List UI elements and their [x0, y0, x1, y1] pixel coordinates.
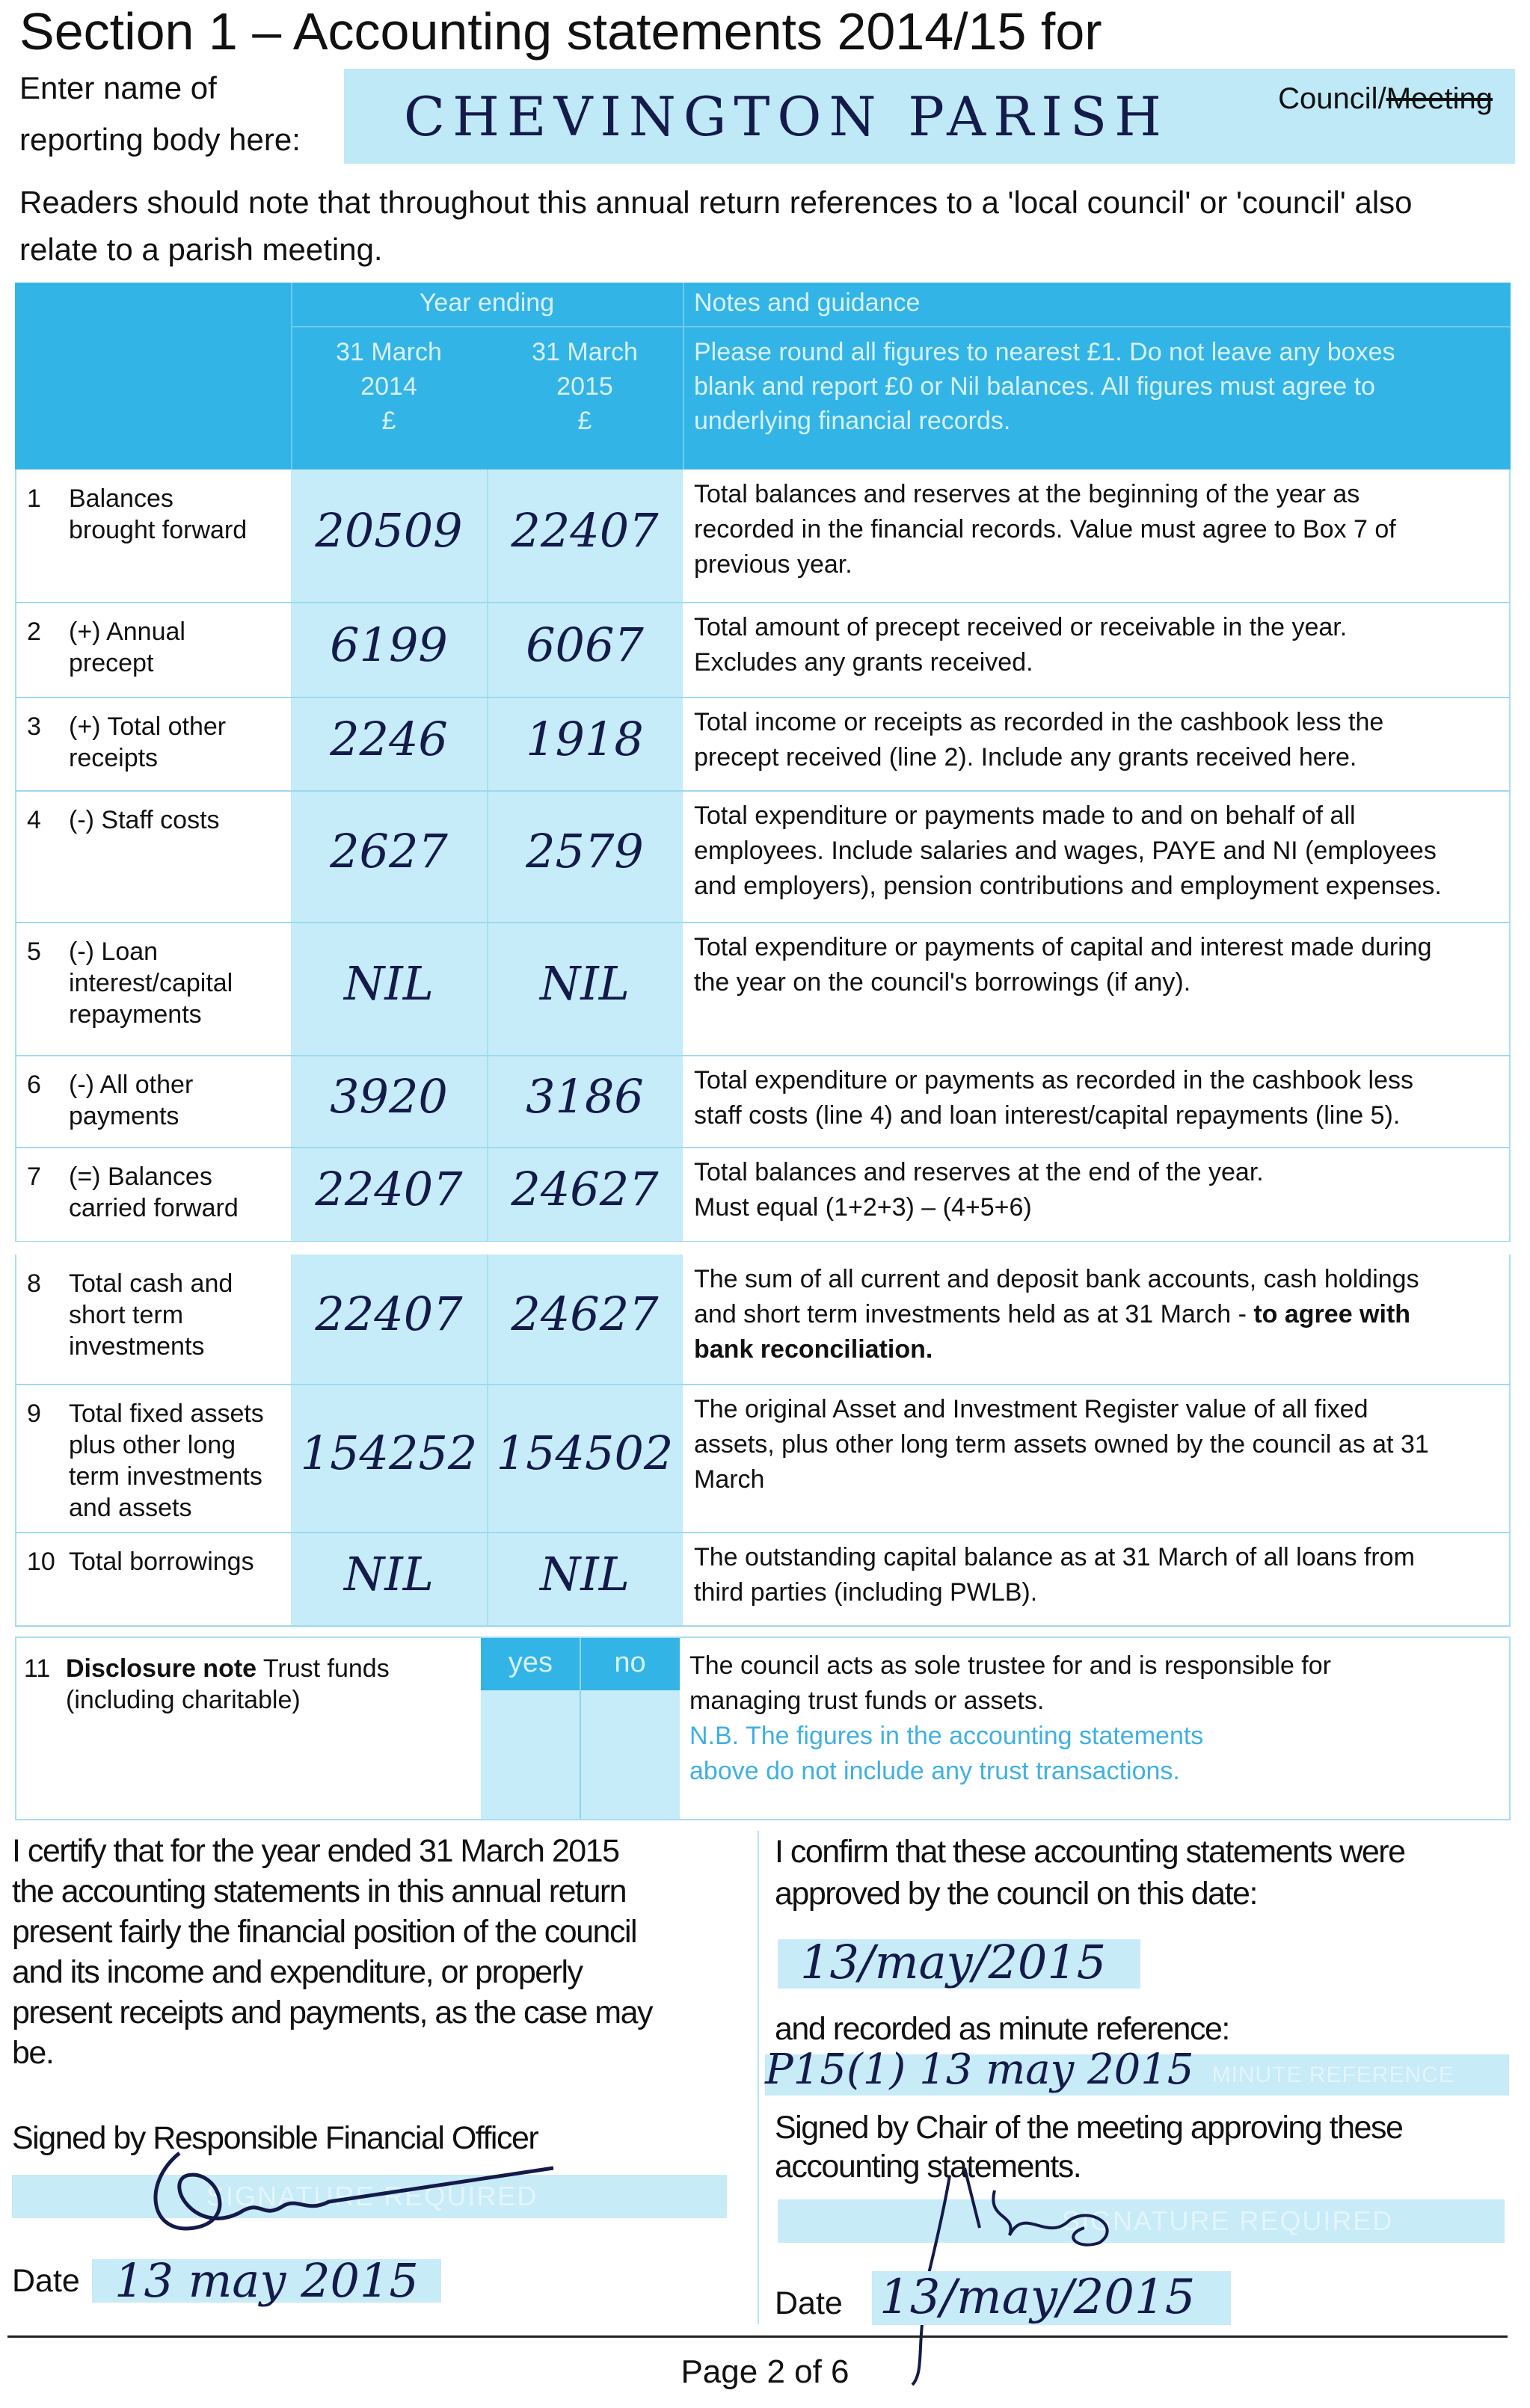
divider [758, 1831, 759, 2324]
row-note [694, 1155, 1264, 1225]
chair-signed-line: accounting statements. [775, 2149, 1081, 2184]
row-label-line: receipts [69, 744, 159, 772]
table-row [15, 1533, 1511, 1626]
section-gap [15, 1242, 1511, 1254]
table-row [15, 603, 1511, 698]
certify-line: present receipts and payments, as the case may [12, 1995, 652, 2030]
value-2014[interactable]: 154252 [300, 1426, 478, 1480]
value-2015[interactable]: NIL [540, 956, 630, 1011]
disclosure-row [15, 1636, 1511, 1820]
value-2014[interactable]: 2627 [330, 824, 448, 878]
footer-rule [7, 2335, 1508, 2338]
minute-placeholder: MINUTE REFERENCE [1211, 2062, 1454, 2087]
row-note-line: Total expenditure or payments made to and on behalf of all [694, 801, 1356, 830]
row-number: 6 [27, 1071, 41, 1099]
divider [580, 1638, 581, 1819]
row-label-line: carried forward [69, 1194, 239, 1222]
row-label-line: precept [69, 649, 154, 677]
signature-placeholder: SIGNATURE REQUIRED [206, 2181, 538, 2211]
col1-line: 31 March [336, 338, 442, 366]
row-label [69, 1268, 233, 1362]
certify-line: present fairly the financial position of the council [12, 1914, 637, 1950]
row-note [694, 705, 1383, 775]
col1-line: 2014 [360, 372, 417, 401]
page-number: Page 2 of 6 [680, 2353, 850, 2390]
confirm-line: approved by the council on this date: [775, 1876, 1257, 1912]
row-note-line: Excludes any grants received. [694, 648, 1033, 677]
row-label-line: (-) Loan [69, 937, 159, 966]
disclosure-label1: Trust funds [256, 1654, 390, 1683]
minute-reference-value: P15(1) 13 may 2015 [765, 2045, 1194, 2094]
row-label [69, 1546, 254, 1577]
readers-note-line1: Readers should note that throughout this annual return references to a 'local council' or 'council' also [19, 185, 1413, 220]
row-label [69, 1069, 193, 1132]
col1-line: £ [381, 407, 396, 435]
row-number: 5 [27, 937, 41, 966]
row-note-line: Total balances and reserves at the beginning of the year as [694, 480, 1360, 508]
table-header [15, 283, 1511, 469]
approval-date-value: 13/may/2015 [800, 1935, 1107, 1989]
guidance-line: underlying financial records. [694, 407, 1011, 435]
rfo-date-field[interactable] [92, 2253, 441, 2308]
row-label [69, 483, 247, 546]
row-note [694, 1262, 1419, 1367]
row-note [694, 798, 1442, 904]
row-note-line: employees. Include salaries and wages, PAYE and NI (employees [694, 837, 1437, 865]
col-2014-header [291, 335, 487, 438]
disclosure-label [66, 1653, 390, 1716]
yes-option[interactable]: yes [508, 1647, 553, 1678]
row-label-line: Total fixed assets [69, 1399, 264, 1428]
row-note-line: Total amount of precept received or receivable in the year. [694, 613, 1348, 641]
row-note-line: third parties (including PWLB). [694, 1578, 1038, 1607]
year-ending-header: Year ending [419, 289, 555, 317]
row-note [694, 610, 1347, 680]
rfo-signed-label: Signed by Responsible Financial Officer [12, 2120, 538, 2156]
row-label-line: (+) Annual [69, 618, 185, 646]
row-note-line: Total income or receipts as recorded in the cashbook less the [694, 708, 1384, 736]
row-number: 10 [27, 1548, 55, 1576]
confirm-line: I confirm that these accounting statements were [775, 1834, 1405, 1870]
row-label-line: repayments [69, 1000, 202, 1029]
value-2014[interactable]: 2246 [330, 711, 448, 766]
row-note [694, 930, 1432, 1000]
chair-date-value: 13/may/2015 [879, 2270, 1196, 2325]
row-note-line: recorded in the financial records. Value must agree to Box 7 of [694, 515, 1396, 544]
chair-signed-line: Signed by Chair of the meeting approving these [775, 2110, 1403, 2146]
chair-signed-label [775, 2108, 1515, 2186]
certify-line: and its income and expenditure, or properly [12, 1954, 583, 1990]
certify-line: be. [12, 2035, 54, 2071]
notes-guidance-header: Notes and guidance [694, 289, 921, 317]
row-label-line: interest/capital [69, 969, 233, 997]
note-line: managing trust funds or assets. [689, 1687, 1045, 1715]
chair-signature-field[interactable] [778, 2199, 1505, 2243]
certify-line: the accounting statements in this annual return [12, 1873, 627, 1909]
row-label-line: (=) Balances [69, 1163, 212, 1191]
rfo-signature [135, 2123, 568, 2258]
table-row [15, 791, 1511, 923]
value-2014[interactable]: NIL [344, 1546, 434, 1601]
value-2014[interactable]: 20509 [315, 503, 463, 558]
row-number: 4 [27, 806, 41, 834]
signature-placeholder: SIGNATURE REQUIRED [1062, 2205, 1394, 2236]
row-divider [15, 1625, 1511, 1627]
row-label-line: Total borrowings [69, 1548, 254, 1576]
note-line: The council acts as sole trustee for and is responsible for [689, 1651, 1331, 1680]
row-note-line: the year on the council's borrowings (if any). [694, 968, 1191, 997]
row-label-line: plus other long [69, 1431, 236, 1459]
minute-reference-field[interactable] [765, 2045, 1509, 2096]
section-title: Section 1 – Accounting statements 2014/15 for [19, 2, 1102, 61]
col2-line: 2015 [556, 372, 613, 401]
row-number: 3 [27, 712, 41, 741]
row-note-line: precept received (line 2). Include any grants received here. [694, 743, 1357, 772]
disclosure-note [689, 1648, 1331, 1789]
approval-date-field[interactable] [778, 1935, 1140, 1989]
row-label [69, 936, 233, 1030]
nb-line: above do not include any trust transactions. [689, 1757, 1180, 1785]
guidance-text [694, 335, 1395, 438]
table-row [15, 1148, 1511, 1242]
value-2014[interactable]: 3920 [330, 1068, 448, 1124]
row-label-line: and assets [69, 1494, 192, 1522]
divider [291, 326, 1511, 327]
col2-line: 31 March [532, 338, 638, 366]
row-label-line: (+) Total other [69, 712, 227, 741]
row-note-line: The sum of all current and deposit bank accounts, cash holdings [694, 1265, 1419, 1293]
guidance-line: blank and report £0 or Nil balances. All figures must agree to [694, 372, 1375, 401]
certify-text [12, 1831, 749, 2073]
disclosure-number: 11 [24, 1654, 51, 1683]
row-label [69, 616, 185, 679]
name-label-line1: Enter name of [19, 70, 217, 105]
nb-line: N.B. The figures in the accounting statements [689, 1722, 1204, 1750]
row-label-line: (-) All other [69, 1071, 194, 1099]
table-row [15, 1385, 1511, 1533]
row-note-line: assets, plus other long term assets owned by the council as at 31 [694, 1430, 1429, 1459]
value-2015[interactable]: 24627 [511, 1287, 659, 1341]
value-2015[interactable]: 2579 [526, 824, 644, 878]
row-label-line: Balances [69, 484, 173, 513]
row-label-line: Total cash and [69, 1269, 233, 1298]
row-note-bold: bank reconciliation. [694, 1335, 933, 1364]
row-note [694, 1063, 1413, 1133]
value-2015[interactable]: 22407 [511, 503, 659, 558]
row-label [69, 1161, 239, 1224]
row-note [694, 477, 1396, 582]
name-label-line2: reporting body here: [19, 121, 301, 157]
row-label [69, 1398, 264, 1524]
value-2015[interactable]: 24627 [511, 1162, 659, 1216]
row-number: 8 [27, 1269, 41, 1298]
certify-line: I certify that for the year ended 31 March 2015 [12, 1833, 619, 1869]
name-label [19, 69, 301, 159]
council-meeting-label [1278, 82, 1493, 116]
row-note-line: The original Asset and Investment Register value of all fixed [694, 1395, 1368, 1423]
value-2015[interactable]: 6067 [526, 617, 644, 672]
table-row [15, 1056, 1511, 1148]
reporting-body-name-value: CHEVINGTON PARISH [404, 85, 1169, 148]
no-option[interactable]: no [614, 1647, 646, 1678]
readers-note-line2: relate to a parish meeting. [19, 231, 383, 267]
chair-date-field[interactable] [872, 2271, 1231, 2325]
rfo-date-value: 13 may 2015 [114, 2253, 419, 2308]
meeting-struck: Meeting [1386, 82, 1493, 115]
row-number: 7 [27, 1163, 41, 1191]
value-2015[interactable]: 1918 [526, 711, 644, 766]
row-note-line: Total balances and reserves at the end of the year. [694, 1158, 1264, 1186]
value-2014[interactable]: NIL [344, 956, 434, 1011]
row-label-line: brought forward [69, 516, 248, 544]
row-note-line: Must equal (1+2+3) – (4+5+6) [694, 1193, 1032, 1222]
table-row [15, 698, 1511, 791]
reporting-body-name-field[interactable] [344, 69, 1515, 164]
divider [683, 283, 684, 469]
value-2014[interactable]: 22407 [315, 1162, 463, 1216]
row-note-line: Total expenditure or payments as recorded in the cashbook less [694, 1066, 1413, 1094]
rfo-date-label: Date [12, 2263, 80, 2299]
minute-label: and recorded as minute reference: [775, 2011, 1229, 2047]
row-label [69, 711, 226, 774]
value-2015[interactable]: 154502 [496, 1426, 674, 1480]
value-2015[interactable]: NIL [540, 1546, 630, 1601]
row-label-line: payments [69, 1102, 179, 1130]
disclosure-bold: Disclosure note [66, 1654, 257, 1683]
chair-date-label: Date [775, 2285, 843, 2321]
row-number: 9 [27, 1399, 41, 1428]
row-number: 2 [27, 618, 41, 646]
row-note-line: previous year. [694, 550, 852, 579]
row-label-line: investments [69, 1332, 205, 1361]
row-number: 1 [27, 484, 41, 513]
table-row [15, 1254, 1511, 1385]
row-note-line: and short term investments held as at 31 March - [694, 1300, 1254, 1328]
row-label-line: term investments [69, 1462, 262, 1491]
council-label: Council/ [1278, 82, 1386, 115]
row-note-line: staff costs (line 4) and loan interest/capital repayments (line 5). [694, 1101, 1401, 1130]
row-label-line: (-) Staff costs [69, 806, 220, 834]
value-2014[interactable]: 22407 [315, 1287, 463, 1341]
row-label-line: short term [69, 1301, 184, 1329]
row-note [694, 1392, 1429, 1497]
disclosure-label2: (including charitable) [66, 1686, 301, 1714]
row-note-bold: to agree with [1253, 1300, 1411, 1328]
col2-line: £ [577, 407, 592, 435]
confirm-text [775, 1831, 1515, 1915]
row-note-line: March [694, 1465, 765, 1494]
row-label [69, 804, 220, 836]
value-2014[interactable]: 6199 [330, 617, 448, 672]
col-2015-header [487, 335, 683, 438]
readers-note [19, 183, 1413, 269]
accounting-statements-table [15, 283, 1511, 1626]
table-row [15, 923, 1511, 1056]
table-row [15, 469, 1511, 603]
row-note-line: The outstanding capital balance as at 31 March of all loans from [694, 1543, 1415, 1571]
value-2015[interactable]: 3186 [526, 1068, 644, 1124]
row-note-line: Total expenditure or payments of capital and interest made during [694, 933, 1432, 961]
row-note-line: and employers), pension contributions and employment expenses. [694, 872, 1442, 900]
guidance-line: Please round all figures to nearest £1. Do not leave any boxes [694, 338, 1395, 366]
row-note [694, 1540, 1415, 1610]
